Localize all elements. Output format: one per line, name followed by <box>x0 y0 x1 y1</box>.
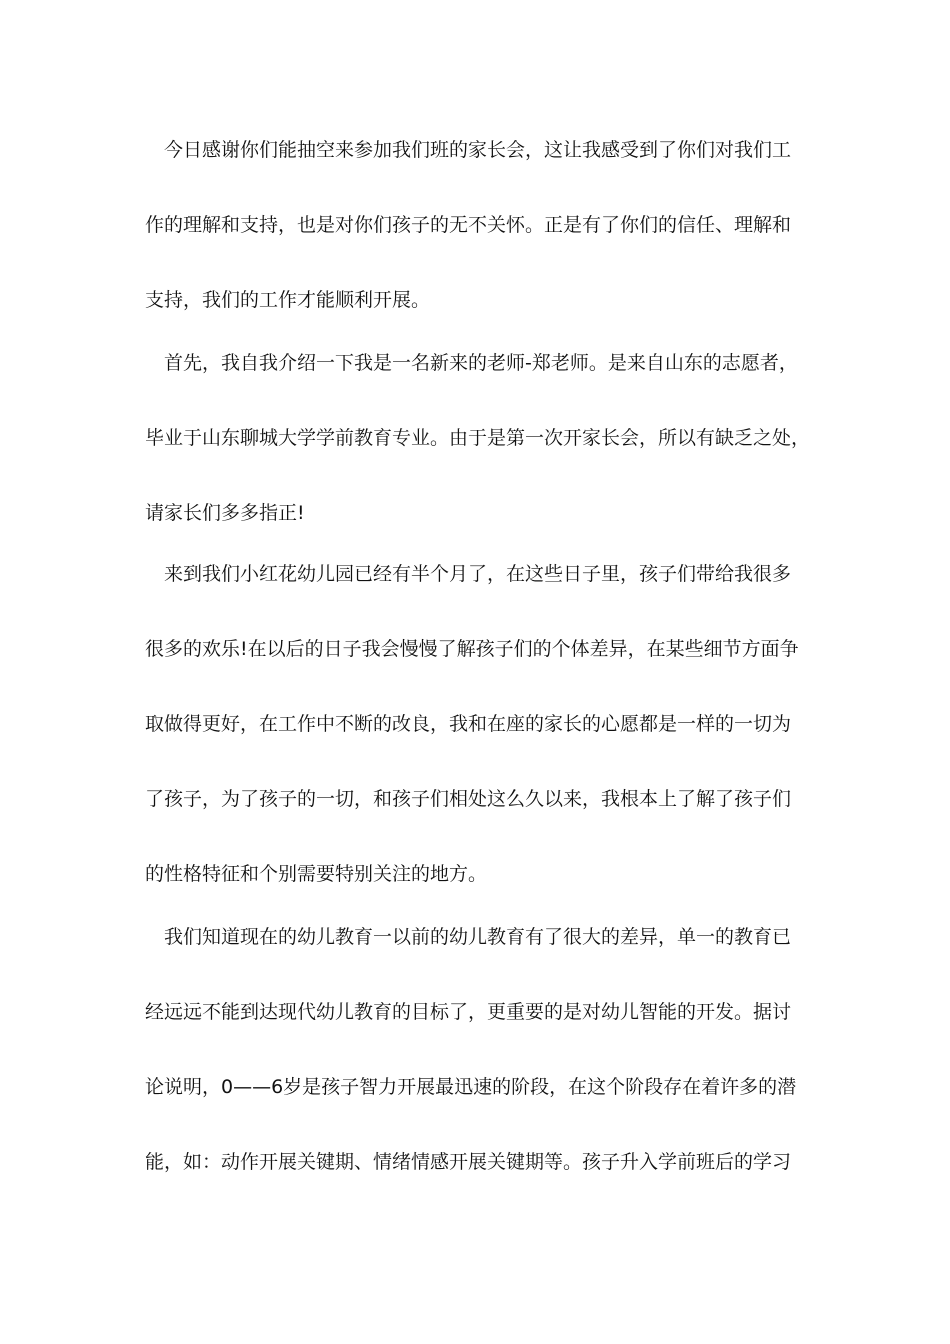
text-line: 今日感谢你们能抽空来参加我们班的家长会，这让我感受到了你们对我们工 <box>164 139 792 161</box>
text-line: 了孩子，为了孩子的一切，和孩子们相处这么久以来，我根本上了解了孩子们 <box>145 788 792 810</box>
text-line: 请家长们多多指正! <box>145 502 305 524</box>
text-line: 取做得更好，在工作中不断的改良，我和在座的家长的心愿都是一样的一切为 <box>145 713 792 735</box>
text-line: 我们知道现在的幼儿教育一以前的幼儿教育有了很大的差异，单一的教育已 <box>164 926 792 948</box>
text-line: 能，如：动作开展关键期、情绪情感开展关键期等。孩子升入学前班后的学习 <box>145 1151 792 1173</box>
text-line: 的性格特征和个别需要特别关注的地方。 <box>145 863 488 885</box>
text-line: 毕业于山东聊城大学学前教育专业。由于是第一次开家长会，所以有缺乏之处， <box>145 427 811 449</box>
text-line: 来到我们小红花幼儿园已经有半个月了，在这些日子里，孩子们带给我很多 <box>164 563 792 585</box>
text-line: 作的理解和支持，也是对你们孩子的无不关怀。正是有了你们的信任、理解和 <box>145 214 792 236</box>
text-line: 很多的欢乐!在以后的日子我会慢慢了解孩子们的个体差异，在某些细节方面争 <box>145 638 799 660</box>
text-line: 经远远不能到达现代幼儿教育的目标了，更重要的是对幼儿智能的开发。据讨 <box>145 1001 792 1023</box>
text-line: 论说明，0——6岁是孩子智力开展最迅速的阶段，在这个阶段存在着许多的潜 <box>145 1076 797 1098</box>
text-line: 支持，我们的工作才能顺利开展。 <box>145 289 431 311</box>
text-line: 首先，我自我介绍一下我是一名新来的老师-郑老师。是来自山东的志愿者， <box>164 352 798 374</box>
